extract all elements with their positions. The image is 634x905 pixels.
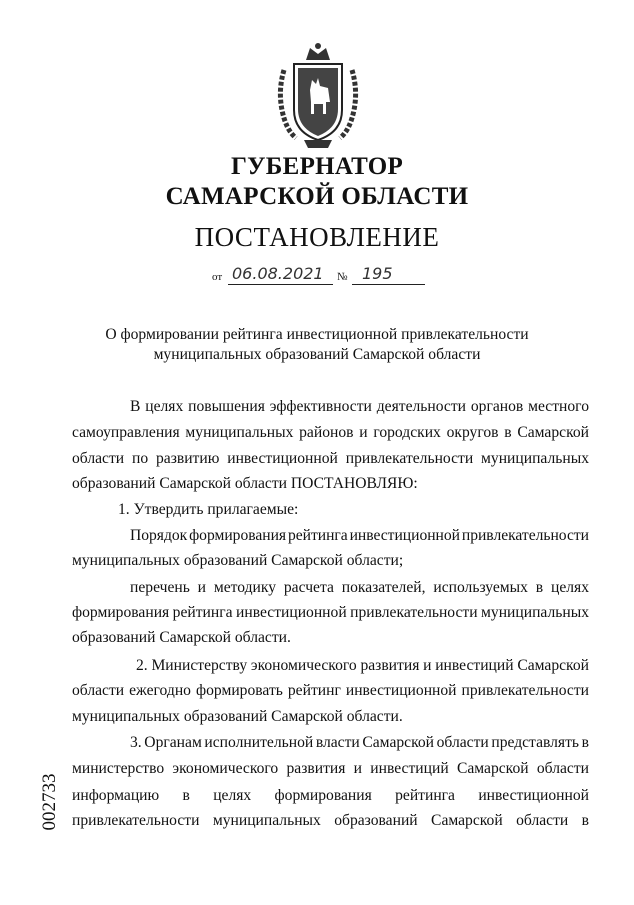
body-line: самоуправления муниципальных районов и городских округов в Самарской bbox=[72, 424, 589, 441]
body-line: В целях повышения эффективности деятельности органов местного bbox=[130, 398, 589, 415]
body-line: перечень и методику расчета показателей, используемых в целях bbox=[130, 579, 589, 596]
document-type-heading: ПОСТАНОВЛЕНИЕ bbox=[194, 222, 440, 252]
body-line: муниципальных образований Самарской области; bbox=[72, 552, 404, 569]
document-date: 06.08.2021 bbox=[232, 264, 324, 283]
document-title-line: муниципальных образований Самарской области bbox=[153, 346, 481, 363]
serial-number: 002733 bbox=[39, 773, 60, 831]
authority-heading: ГУБЕРНАТОР bbox=[230, 153, 404, 180]
region-heading: САМАРСКОЙ ОБЛАСТИ bbox=[165, 183, 469, 210]
body-line: привлекательности муниципальных образований Самарской области в bbox=[72, 812, 589, 829]
body-line: информацию в целях формирования рейтинга инвестиционной bbox=[72, 787, 589, 804]
document-title-line: О формировании рейтинга инвестиционной привлекательности bbox=[105, 326, 529, 343]
number-prefix: № bbox=[337, 271, 348, 283]
body-line: Порядок формирования рейтинга инвестиционной привлекательности bbox=[130, 527, 589, 544]
body-line: формирования рейтинга инвестиционной привлекательности муниципальных bbox=[72, 604, 589, 621]
body-line: 2. Министерству экономического развития и инвестиций Самарской bbox=[136, 657, 589, 674]
body-line: муниципальных образований Самарской области. bbox=[72, 708, 403, 725]
body-line: области по развитию инвестиционной привлекательности муниципальных bbox=[72, 450, 589, 467]
coat-of-arms-emblem bbox=[276, 40, 360, 150]
body-line: 3. Органам исполнительной власти Самарской области представлять в bbox=[130, 734, 589, 751]
body-line: образований Самарской области. bbox=[72, 629, 291, 646]
body-line: 1. Утвердить прилагаемые: bbox=[118, 501, 299, 518]
body-line: области ежегодно формировать рейтинг инвестиционной привлекательности bbox=[72, 682, 589, 699]
body-line: образований Самарской области ПОСТАНОВЛЯЮ: bbox=[72, 475, 418, 492]
date-prefix: от bbox=[212, 271, 223, 283]
document-number: 195 bbox=[362, 264, 393, 283]
body-line: министерство экономического развития и инвестиций Самарской области bbox=[72, 760, 589, 777]
